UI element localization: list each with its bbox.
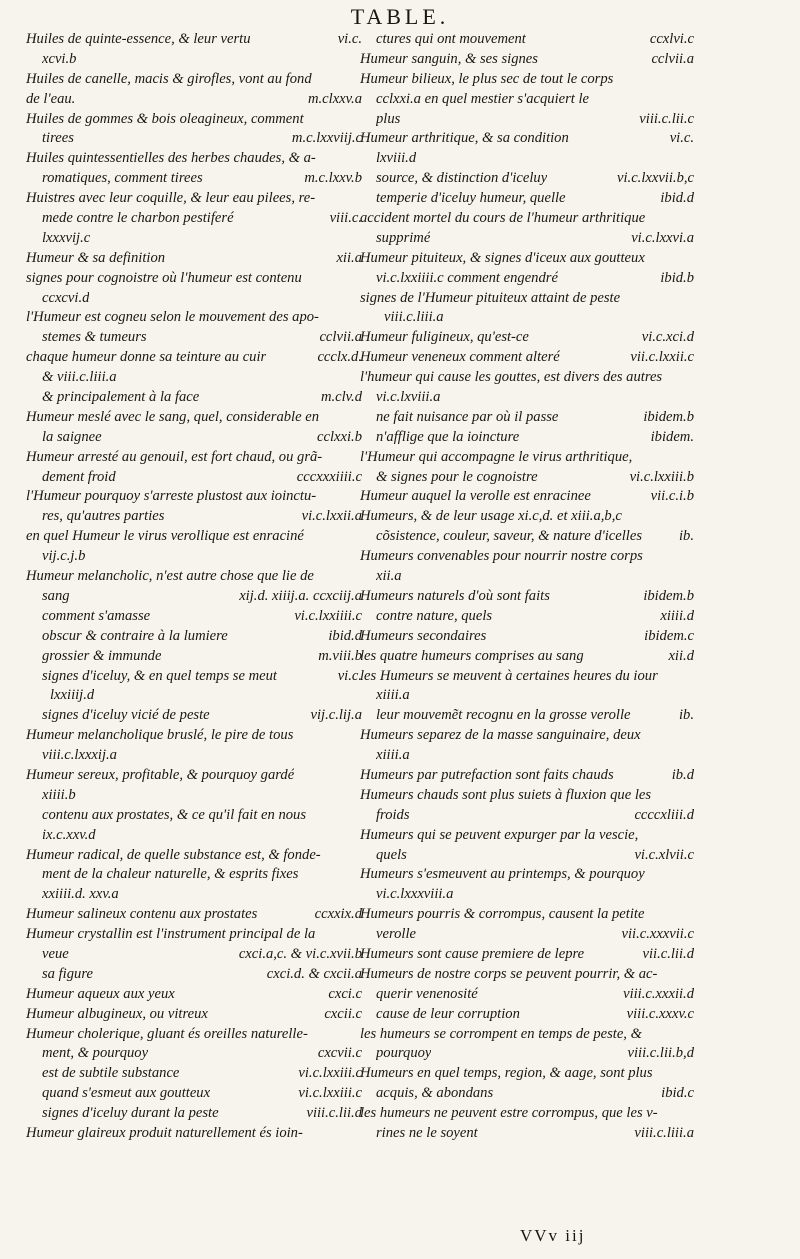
entry-text: Humeur arresté au genouil, est fort chaud, ou grã-: [26, 448, 323, 465]
index-entry-line: [360, 1124, 694, 1144]
entry-reference: vi.c.lxxvii.b,c: [617, 170, 694, 187]
entry-reference: vi.c.lxxiii.c: [298, 1085, 362, 1102]
entry-reference: ibidem.c: [644, 627, 694, 644]
index-entry-line: [26, 129, 362, 149]
entry-text: Humeur melancholique bruslé, le pire de tous: [26, 727, 294, 744]
entry-reference: vii.c.lxxii.c: [630, 349, 694, 366]
entry-text: ment, & pourquoy: [42, 1045, 149, 1062]
index-entry-line: [360, 129, 694, 149]
entry-reference: ccclx.d.: [317, 349, 362, 366]
index-entry-line: [360, 70, 694, 90]
entry-text: signes d'iceluy, & en quel temps se meut: [42, 667, 277, 684]
entry-text: Humeur sanguin, & ses signes: [360, 50, 538, 67]
entry-text: Humeurs separez de la masse sanguinaire, deux: [360, 727, 641, 744]
entry-reference: m.c.lxxviij.c: [291, 130, 362, 147]
entry-text: Humeurs secondaires: [360, 627, 487, 644]
entry-text: en quel Humeur le virus verollique est enraciné: [26, 528, 304, 545]
index-entry-line: [360, 289, 694, 309]
index-entry-line: [26, 607, 362, 627]
index-entry-line: [360, 726, 694, 746]
entry-text: Humeur crystallin est l'instrument principal de la: [26, 926, 316, 943]
index-entry-line: [26, 627, 362, 647]
entry-text: de l'eau.: [26, 90, 76, 107]
index-entry-line: [360, 686, 694, 706]
index-entry-line: [26, 448, 362, 468]
entry-text: ix.c.xxv.d: [42, 826, 96, 843]
entry-text: n'afflige que la ioincture: [376, 428, 520, 445]
entry-reference: xiiii.d: [660, 607, 694, 624]
entry-reference: vi.c.lxxiii.b: [629, 468, 694, 485]
entry-text: comment s'amasse: [42, 607, 151, 624]
entry-reference: vii.c.i.b: [650, 488, 694, 505]
entry-reference: ib.: [679, 707, 694, 724]
index-entry-line: [360, 328, 694, 348]
entry-text: lxxiiij.d: [50, 687, 95, 704]
entry-text: & principalement à la face: [42, 389, 200, 406]
index-entry-line: [26, 249, 362, 269]
index-entry-line: [360, 149, 694, 169]
entry-text: l'Humeur pourquoy s'arreste plustost aux ioinctu-: [26, 488, 317, 505]
index-entry-line: [26, 806, 362, 826]
entry-text: cõsistence, couleur, saveur, & nature d'icelles: [376, 528, 643, 545]
entry-text: signes d'iceluy durant la peste: [42, 1105, 219, 1122]
index-entry-line: [360, 567, 694, 587]
entry-text: Humeurs de nostre corps se peuvent pourrir, & ac-: [360, 965, 658, 982]
index-entry-line: [360, 587, 694, 607]
entry-text: Huiles de gommes & bois oleagineux, comment: [26, 110, 304, 127]
entry-text: cause de leur corruption: [376, 1005, 520, 1022]
index-entry-line: [360, 826, 694, 846]
entry-text: xii.a: [376, 568, 402, 585]
index-entry-line: [26, 1084, 362, 1104]
entry-text: sang: [42, 587, 70, 604]
index-entry-line: [26, 925, 362, 945]
entry-text: res, qu'autres parties: [42, 508, 165, 525]
entry-reference: cxcii.c: [324, 1005, 362, 1022]
entry-text: Humeurs par putrefaction sont faits chauds: [360, 766, 614, 783]
index-entry-line: [360, 169, 694, 189]
index-entry-line: [360, 766, 694, 786]
index-entry-line: [26, 507, 362, 527]
entry-text: xcvi.b: [42, 50, 77, 67]
index-entry-line: [26, 865, 362, 885]
index-entry-line: [360, 786, 694, 806]
index-entry-line: [360, 189, 694, 209]
entry-text: Humeur aqueux aux yeux: [26, 985, 175, 1002]
entry-text: Humeur pituiteux, & signes d'iceux aux goutteux: [360, 249, 645, 266]
entry-text: ment de la chaleur naturelle, & esprits fixes: [42, 866, 299, 883]
entry-reference: cclxxi.b: [317, 428, 362, 445]
entry-text: chaque humeur donne sa teinture au cuir: [26, 349, 267, 366]
index-entry-line: [360, 1084, 694, 1104]
entry-text: lxviii.d: [376, 150, 417, 167]
index-entry-line: [360, 428, 694, 448]
entry-reference: ibid.d: [660, 190, 694, 207]
index-entry-line: [360, 408, 694, 428]
entry-text: Humeurs en quel temps, region, & aage, sont plus: [360, 1065, 653, 1082]
index-entry-line: [26, 169, 362, 189]
index-entry-line: [26, 945, 362, 965]
index-entry-line: [26, 269, 362, 289]
index-entry-line: [26, 189, 362, 209]
index-entry-line: [360, 905, 694, 925]
entry-reference: cccxxxiiii.c: [296, 468, 362, 485]
entry-text: la saignee: [42, 428, 102, 445]
index-entry-line: [360, 627, 694, 647]
index-entry-line: [26, 766, 362, 786]
index-entry-line: [26, 686, 362, 706]
index-entry-line: [26, 786, 362, 806]
entry-text: veue: [42, 945, 69, 962]
index-entry-line: [26, 1005, 362, 1025]
entry-text: Humeur radical, de quelle substance est, & fonde-: [26, 846, 321, 863]
index-entry-line: [26, 368, 362, 388]
entry-text: Humeurs s'esmeuvent au printemps, & pourquoy: [360, 866, 645, 883]
index-entry-line: [360, 806, 694, 826]
entry-text: lxxxvij.c: [42, 229, 91, 246]
entry-text: Huistres avec leur coquille, & leur eau pilees, re-: [26, 190, 316, 207]
entry-reference: viii.c.xxxii.d: [623, 985, 694, 1002]
index-entry-line: [26, 487, 362, 507]
entry-text: l'humeur qui cause les gouttes, est divers des autres: [360, 369, 663, 386]
entry-reference: vij.c.lij.a: [310, 707, 362, 724]
entry-text: & signes pour le cognoistre: [376, 468, 538, 485]
entry-text: Humeur albugineux, ou vitreux: [26, 1005, 208, 1022]
index-entry-line: [360, 885, 694, 905]
entry-reference: ib.: [679, 528, 694, 545]
index-entry-line: [360, 110, 694, 130]
entry-reference: vi.c.xci.d: [641, 329, 694, 346]
entry-reference: vi.c.: [337, 31, 362, 47]
entry-reference: vi.c.lxxiiii.c: [294, 607, 362, 624]
entry-text: Humeurs sont cause premiere de lepre: [360, 945, 585, 962]
entry-text: Humeur cholerique, gluant és oreilles naturelle-: [26, 1025, 308, 1042]
entry-reference: vi.c.lxxiii.c: [298, 1065, 362, 1082]
index-entry-line: [360, 269, 694, 289]
index-entry-line: [26, 547, 362, 567]
entry-text: plus: [376, 110, 401, 127]
entry-text: tirees: [42, 130, 74, 147]
entry-text: vij.c.j.b: [42, 548, 86, 565]
index-entry-line: [26, 667, 362, 687]
index-entry-line: [26, 289, 362, 309]
entry-reference: viii.c.liii.a: [634, 1124, 694, 1141]
entry-text: Humeur bilieux, le plus sec de tout le corps: [360, 70, 614, 87]
entry-text: l'Humeur est cogneu selon le mouvement des apo-: [26, 309, 319, 326]
index-entry-line: [26, 328, 362, 348]
index-entry-line: [26, 885, 362, 905]
index-entry-line: [360, 1025, 694, 1045]
entry-text: sa figure: [42, 965, 93, 982]
index-entry-line: [26, 1104, 362, 1124]
entry-text: Humeur veneneux comment alteré: [360, 349, 560, 366]
entry-reference: ibidem.: [650, 428, 694, 445]
entry-text: accident mortel du cours de l'humeur arthritique: [360, 210, 646, 227]
entry-text: obscur & contraire à la lumiere: [42, 627, 228, 644]
entry-text: les Humeurs se meuvent à certaines heures du iour: [360, 667, 658, 684]
index-entry-line: [26, 428, 362, 448]
index-entry-line: [360, 1005, 694, 1025]
entry-reference: ib.d: [671, 766, 694, 783]
entry-text: querir venenosité: [376, 985, 478, 1002]
index-entry-line: [360, 507, 694, 527]
index-entry-line: [360, 249, 694, 269]
index-entry-line: [26, 527, 362, 547]
entry-text: viii.c.lxxxij.a: [42, 747, 117, 764]
index-entry-line: [360, 448, 694, 468]
entry-text: ctures qui ont mouvement: [376, 31, 526, 47]
index-entry-line: [360, 965, 694, 985]
entry-text: Humeur arthritique, & sa condition: [360, 130, 569, 147]
entry-text: Humeur auquel la verolle est enracinee: [360, 488, 591, 505]
index-entry-line: [26, 209, 362, 229]
entry-reference: viii.c.lii.b,d: [627, 1045, 694, 1062]
entry-reference: ccxxix.d: [314, 906, 362, 923]
index-entry-line: [360, 925, 694, 945]
entry-text: Humeur melancholic, n'est autre chose que lie de: [26, 568, 314, 585]
entry-text: les quatre humeurs comprises au sang: [360, 647, 584, 664]
index-entry-line: [360, 229, 694, 249]
index-entry-line: [360, 348, 694, 368]
entry-reference: ibidem.b: [643, 408, 694, 425]
entry-text: quand s'esmeut aux goutteux: [42, 1085, 211, 1102]
index-entry-line: [360, 985, 694, 1005]
entry-reference: ibidem.b: [643, 587, 694, 604]
index-entry-line: [26, 408, 362, 428]
entry-reference: vi.c.: [337, 667, 362, 684]
entry-text: pourquoy: [376, 1045, 432, 1062]
entry-reference: xij.d. xiiij.a. ccxciij.a: [239, 587, 362, 604]
entry-reference: xii.d: [668, 647, 694, 664]
index-entry-line: [360, 90, 694, 110]
index-entry-line: [26, 905, 362, 925]
index-entry-line: [360, 547, 694, 567]
entry-text: xxiiii.d. xxv.a: [42, 886, 119, 903]
index-entry-line: [26, 1025, 362, 1045]
entry-reference: cxci.d. & cxcii.a: [266, 965, 362, 982]
entry-text: viii.c.liii.a: [384, 309, 444, 326]
index-entry-line: [360, 746, 694, 766]
entry-reference: vi.c.xlvii.c: [634, 846, 694, 863]
entry-text: Huiles de canelle, macis & girofles, vont au fond: [26, 70, 312, 87]
entry-text: grossier & immunde: [42, 647, 162, 664]
index-entry-line: [360, 468, 694, 488]
index-entry-line: [360, 209, 694, 229]
index-entry-line: [360, 308, 694, 328]
entry-text: xiiii.a: [376, 687, 410, 704]
entry-text: Humeur fuligineux, qu'est-ce: [360, 329, 529, 346]
index-entry-line: [26, 229, 362, 249]
index-entry-line: [360, 527, 694, 547]
entry-reference: viii.c.lii.d: [306, 1105, 362, 1122]
entry-text: Humeurs chauds sont plus suiets à fluxion que les: [360, 786, 652, 803]
entry-text: est de subtile substance: [42, 1065, 180, 1082]
entry-text: Humeur & sa definition: [26, 249, 166, 266]
entry-reference: ccccxliii.d: [634, 806, 694, 823]
index-entry-line: [26, 846, 362, 866]
entry-text: les humeurs se corrompent en temps de peste, &: [360, 1025, 642, 1042]
entry-reference: m.viii.b: [318, 647, 362, 664]
index-entry-line: [360, 706, 694, 726]
index-entry-line: [360, 846, 694, 866]
entry-text: Huiles quintessentielles des herbes chaudes, & a-: [26, 150, 316, 167]
index-entry-line: [26, 985, 362, 1005]
entry-text: Humeur meslé avec le sang, quel, considerable en: [26, 408, 320, 425]
entry-text: l'Humeur qui accompagne le virus arthritique,: [360, 448, 633, 465]
index-entry-line: [26, 965, 362, 985]
entry-text: supprimé: [376, 229, 431, 246]
index-entry-line: [360, 647, 694, 667]
index-entry-line: [26, 70, 362, 90]
entry-reference: ibid.c: [661, 1085, 694, 1102]
entry-reference: m.clxxv.a: [307, 90, 362, 107]
entry-text: froids: [376, 806, 410, 823]
entry-reference: xii.a: [336, 249, 362, 266]
signature-mark: VVv iij: [520, 1226, 586, 1245]
entry-text: acquis, & abondans: [376, 1085, 494, 1102]
entry-text: ne fait nuisance par où il passe: [376, 408, 559, 425]
index-entry-line: [360, 388, 694, 408]
index-entry-line: [26, 826, 362, 846]
entry-text: vi.c.lxxxviii.a: [376, 886, 454, 903]
index-entry-line: [26, 726, 362, 746]
entry-reference: cclvii.a: [651, 50, 694, 67]
entry-reference: vii.c.xxxvii.c: [621, 926, 694, 943]
entry-text: Humeurs naturels d'où sont faits: [360, 587, 550, 604]
index-entry-line: [26, 587, 362, 607]
index-entry-line: [360, 30, 694, 50]
entry-reference: cxci.c: [328, 985, 362, 1002]
entry-text: Humeurs qui se peuvent expurger par la vescie,: [360, 826, 639, 843]
entry-text: cclxxi.a en quel mestier s'acquiert le: [376, 90, 590, 107]
entry-text: contre nature, quels: [376, 607, 493, 624]
entry-reference: cxci.a,c. & vi.c.xvii.b: [238, 945, 362, 962]
entry-text: Humeurs convenables pour nourrir nostre corps: [360, 548, 643, 565]
index-entry-line: [26, 746, 362, 766]
entry-text: Humeur glaireux produit naturellement és ioin-: [26, 1124, 303, 1141]
entry-reference: m.c.lxxv.b: [304, 170, 362, 187]
entry-text: leur mouvemẽt recognu en la grosse verolle: [376, 707, 631, 724]
index-entry-line: [26, 468, 362, 488]
entry-text: signes d'iceluy vicié de peste: [42, 707, 210, 724]
entry-text: & viii.c.liii.a: [42, 369, 117, 386]
index-entry-line: [26, 348, 362, 368]
index-entry-line: [360, 50, 694, 70]
index-entry-line: [26, 706, 362, 726]
entry-text: Humeur sereux, profitable, & pourquoy gardé: [26, 766, 295, 783]
index-entry-line: [360, 368, 694, 388]
entry-reference: viii.c.lii.c: [639, 110, 694, 127]
entry-text: vi.c.lxxiiii.c comment engendré: [376, 269, 558, 286]
entry-reference: ibid.d: [328, 627, 362, 644]
entry-text: temperie d'iceluy humeur, quelle: [376, 190, 566, 207]
entry-text: rines ne le soyent: [376, 1124, 478, 1141]
entry-text: signes de l'Humeur pituiteux attaint de peste: [360, 289, 621, 306]
entry-text: stemes & tumeurs: [42, 329, 147, 346]
index-entry-line: [26, 110, 362, 130]
entry-text: signes pour cognoistre où l'humeur est contenu: [26, 269, 302, 286]
entry-reference: m.clv.d: [320, 389, 362, 406]
index-column-right: [360, 30, 694, 1144]
index-entry-line: [26, 149, 362, 169]
index-entry-line: [26, 1124, 362, 1144]
index-entry-line: [26, 1064, 362, 1084]
index-entry-line: [360, 487, 694, 507]
index-entry-line: [360, 1064, 694, 1084]
entry-text: Humeurs pourris & corrompus, causent la petite: [360, 906, 645, 923]
entry-text: mede contre le charbon pestiferé: [42, 210, 234, 227]
page-title: TABLE.: [350, 4, 450, 29]
entry-reference: vi.c.lxxii.a: [301, 508, 362, 525]
entry-text: verolle: [376, 926, 416, 943]
entry-text: les humeurs ne peuvent estre corrompus, que les v-: [360, 1105, 658, 1122]
entry-text: xiiii.a: [376, 747, 410, 764]
index-entry-line: [360, 667, 694, 687]
entry-reference: ccxlvi.c: [649, 31, 694, 47]
index-entry-line: [26, 388, 362, 408]
entry-text: contenu aux prostates, & ce qu'il fait en nous: [42, 806, 307, 823]
index-entry-line: [26, 1044, 362, 1064]
entry-text: Humeur salineux contenu aux prostates: [26, 906, 258, 923]
index-entry-line: [360, 865, 694, 885]
entry-text: Huiles de quinte-essence, & leur vertu: [26, 31, 251, 47]
index-entry-line: [26, 30, 362, 50]
entry-reference: ibid.b: [660, 269, 694, 286]
entry-reference: cclvii.a: [319, 329, 362, 346]
entry-text: vi.c.lxviii.a: [376, 389, 441, 406]
entry-text: Humeurs, & de leur usage xi.c,d. et xiii.a,b,c: [360, 508, 622, 525]
entry-text: ccxcvi.d: [42, 289, 90, 306]
entry-text: source, & distinction d'iceluy: [376, 170, 548, 187]
index-entry-line: [26, 567, 362, 587]
index-entry-line: [360, 1044, 694, 1064]
index-entry-line: [26, 308, 362, 328]
index-entry-line: [360, 1104, 694, 1124]
entry-text: quels: [376, 846, 407, 863]
entry-reference: vi.c.: [669, 130, 694, 147]
index-entry-line: [26, 90, 362, 110]
entry-reference: viii.c.xxxv.c: [626, 1005, 694, 1022]
entry-text: xiiii.b: [42, 786, 76, 803]
entry-reference: viii.c.: [329, 210, 362, 227]
entry-text: dement froid: [42, 468, 116, 485]
index-entry-line: [26, 50, 362, 70]
column-gutter: [356, 38, 357, 1218]
entry-reference: vi.c.lxxvi.a: [631, 229, 694, 246]
entry-text: romatiques, comment tirees: [42, 170, 203, 187]
index-entry-line: [360, 607, 694, 627]
index-column-left: [26, 30, 362, 1144]
index-entry-line: [26, 647, 362, 667]
index-entry-line: [360, 945, 694, 965]
entry-reference: cxcvii.c: [317, 1045, 362, 1062]
entry-reference: vii.c.lii.d: [642, 945, 694, 962]
